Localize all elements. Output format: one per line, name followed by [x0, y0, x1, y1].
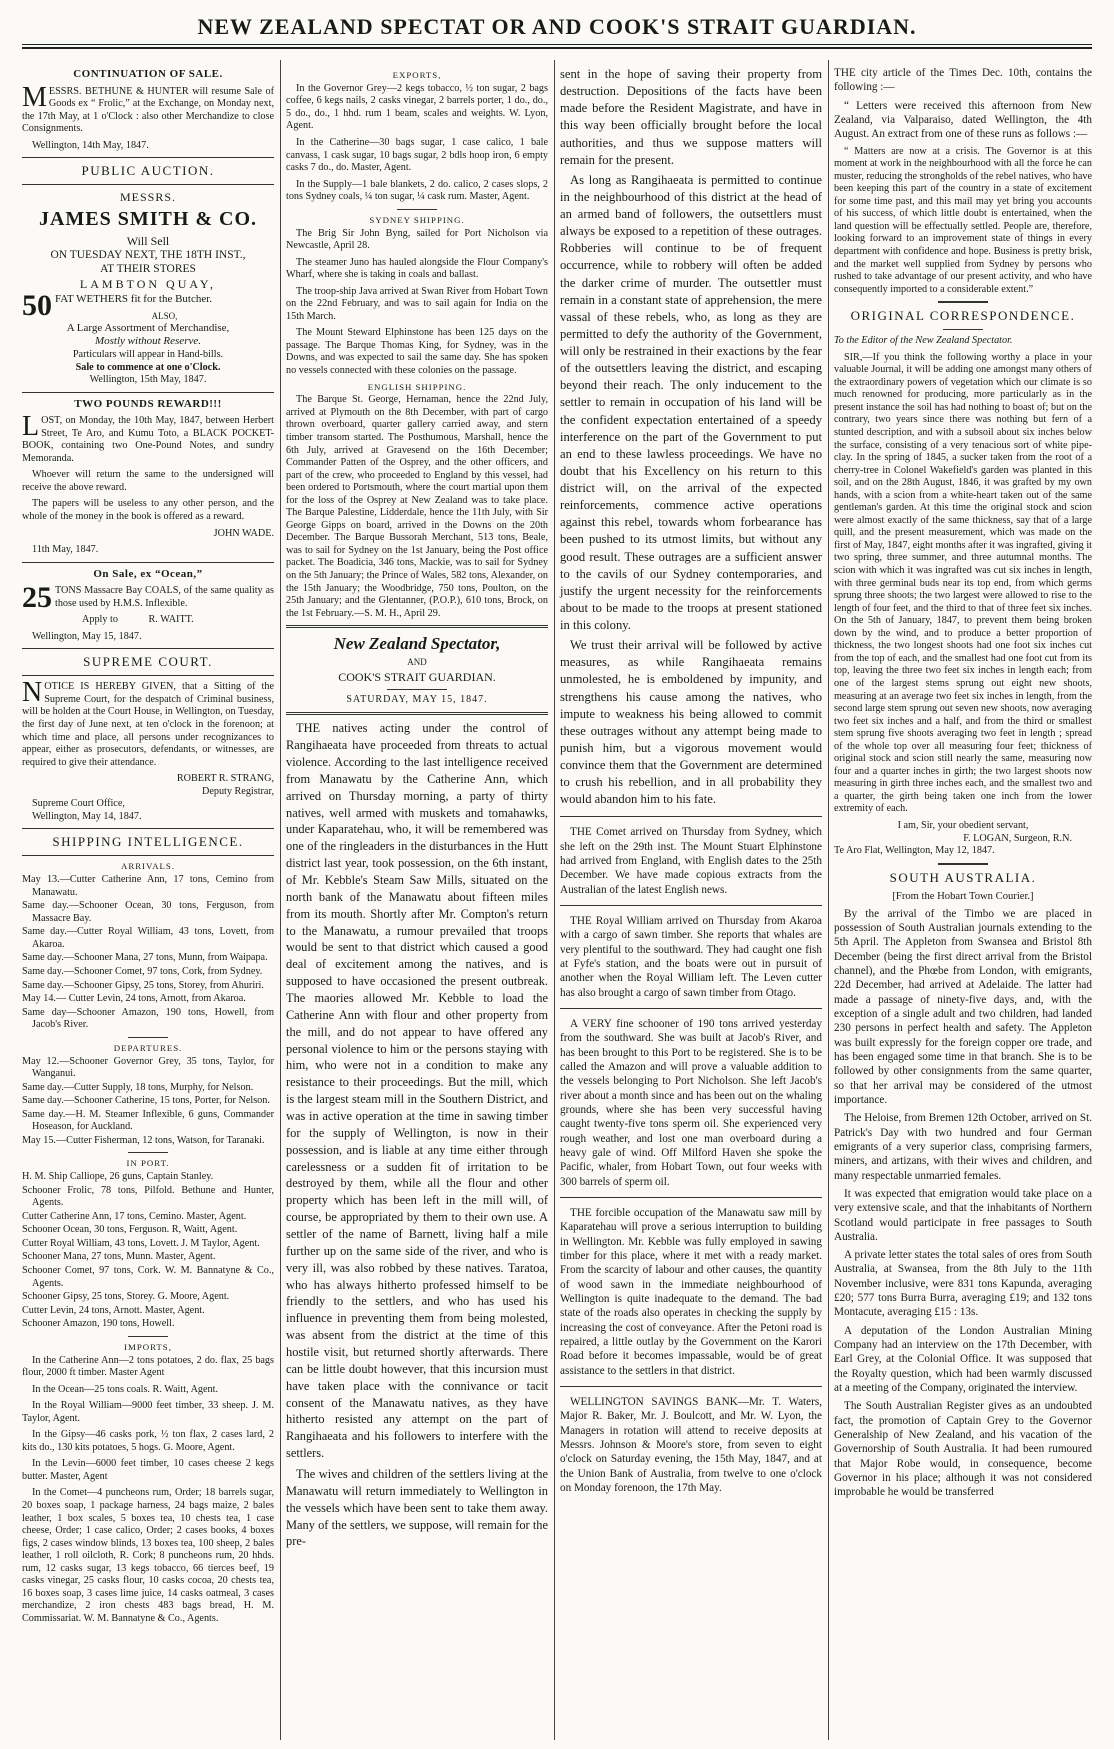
in-port-list [22, 1171, 274, 1331]
auction-quay: LAMBTON QUAY, [79, 276, 217, 291]
masthead-rule [22, 44, 1092, 45]
times-quote: “ Matters are now at a crisis. The Governor is at this moment at work in the neighbourhood with all the force he can muster, reducing the strongholds of the rebel natives, who have been keeping this part of the country in a state of excitement for some time past, and this mail may yet bring you accounts of his success, of which little doubt is entertained, when the land question will be effectually settled. People are, therefore, looking forward to an improvement state of things in every department with confidence and hope. Business is pretty brisk, and the market well supplied from Sydney by persons who rushed to take advantage of our present activity, and who have consequently imported to a considerable extent.” [834, 145, 1092, 295]
correspondence-close: I am, Sir, your obedient servant, [897, 819, 1029, 831]
editorial-paragraph: As long as Rangihaeata is permitted to continue in the neighbourhood of this district at the head of an armed band of followers, the outsettlers must always be exposed to a repetition of these outrages. Robberies will continue to be of frequent occurrence, while to robbery will often be added the darker crime of murder. The outsettler must remain in a constant state of apprehension, the mere vassal of these rebels, who, as long as they are permitted to defy the authority of the Government, will only be restrained in their exactions by the fear of the outsettlers leaving the district, and escaping beyond their reach. The only inducement to the settler to remain in occupation of his land will be the confident expectation entertained of a speedy interference on the part of the Government to put an end to these lawless proceedings. We have no doubt that his Excellency on his return to this district will, on the arrival of the expected reinforcements, commence active operations against this rebel, towards whom forbearance has been pushed to its utmost limits, but without any good result. These outrages are a sufficient answer to the cavils of our Sydney contemporaries, and justify the urgent necessity for the reinforcements about to be made to the troops at present stationed in this colony. [560, 172, 822, 632]
auction-assortment: A Large Assortment of Merchandise, [66, 321, 230, 334]
sydney-shipping-entry: The Brig Sir John Byng, sailed for Port Nicholson via Newcastle, April 28. [286, 227, 548, 252]
times-quote: “ Letters were received this afternoon from New Zealand, via Valparaiso, dated Wellington, the 4th August. An extract from one of these runs as follows :— [834, 99, 1092, 141]
court-office: Supreme Court Office, [32, 798, 125, 810]
dropcap: L [22, 411, 40, 443]
in-port-entry: Schooner Mana, 27 tons, Munn. Master, Agent. [22, 1251, 216, 1263]
import-entry: In the Catherine Ann—2 tons potatoes, 2 do. flax, 25 bags flour, 2000 ft timber. Master Agent [22, 1354, 274, 1379]
correspondence-place: Te Aro Flat, Wellington, May 12, 1847. [834, 845, 995, 857]
sawmill-news: THE forcible occupation of the Manawatu saw mill by Kaparatehau will prove a serious interruption to building in Wellington. Mr. Kebble was fully employed in sawing timber for this place, where it met with a ready market. From the scarcity of labour and other causes, the quantity of wood sawn in the immediate neighbourhood of Wellington is quite inadequate to the demand. The bad state of the roads also operates in checking the supply by increasing the cost of conveyance. After the Petoni road is repaired, a little outlay by the Government on the Karori Road before it becomes impassable, would be of great assistance to the settlers in that district. [560, 1206, 822, 1377]
in-port-entry: Schooner Frolic, 78 tons, Pilfold. Bethune and Hunter, Agents. [22, 1184, 274, 1209]
court-date: Wellington, May 14, 1847. [32, 810, 142, 822]
times-intro: THE city article of the Times Dec. 10th, contains the following :— [834, 67, 1092, 94]
auction-messrs: MESSRS. [119, 190, 177, 205]
south-australia-paragraph: It was expected that emigration would take place on a very extensive scale, and that the inhabitants of Northern Scotland would participate in free passages to South Australia. [834, 1187, 1092, 1243]
column-divider [828, 60, 829, 1740]
coals-number: 25 [22, 581, 52, 615]
correspondence-addressee: To the Editor of the New Zealand Spectator. [834, 335, 1013, 347]
sydney-shipping-heading: SYDNEY SHIPPING. [369, 214, 465, 225]
imports-heading: IMPORTS, [124, 1341, 172, 1352]
in-port-entry: Cutter Levin, 24 tons, Arnott. Master, Agent. [22, 1304, 205, 1316]
departure-entry: May 15.—Cutter Fisherman, 12 tons, Watson, for Taranaki. [22, 1134, 265, 1146]
arrival-entry: Same day.—Schooner Gipsy, 25 tons, Storey, from Ahuriri. [22, 979, 264, 991]
sydney-shipping-list [286, 228, 548, 378]
departure-entry: Same day.—H. M. Steamer Inflexible, 6 guns, Commander Hoseason, for Auckland. [22, 1108, 274, 1133]
dropcap: M [22, 81, 47, 113]
departure-entry: Same day.—Cutter Supply, 18 tons, Murphy, for Nelson. [22, 1081, 254, 1093]
court-notice: NOTICE IS HEREBY GIVEN, that a Sitting of the Supreme Court, for the despatch of Criminal business, will be holden at the Court House, in Wellington, on Tuesday, the first day of June next, at ten o'clock in the forenoon; at which time and place, all persons under recognizances to appear, either as prosecutors, defendants, or witnesses, are required to give their attendance. [22, 677, 274, 768]
dropcap: N [22, 677, 43, 709]
dateline: Wellington, 15th May, 1847. [89, 374, 207, 386]
in-port-entry: Cutter Catherine Ann, 17 tons, Cemino. Master, Agent. [22, 1210, 247, 1222]
court-heading: SUPREME COURT. [83, 654, 213, 670]
column-divider [280, 60, 281, 1740]
auction-firm: JAMES SMITH & CO. [38, 207, 258, 230]
exports-heading: EXPORTS, [392, 70, 442, 80]
departure-entry: Same day.—Schooner Catherine, 15 tons, Porter, for Nelson. [22, 1095, 270, 1107]
auction-day: ON TUESDAY NEXT, THE 18TH INST., [50, 249, 246, 262]
savings-bank-news: WELLINGTON SAVINGS BANK—Mr. T. Waters, Major R. Baker, Mr. J. Boulcott, and Mr. W. Lyon, the Managers in rotation will attend to receive deposits at Messrs. Johnson & Moore's store, from seven to eight o'clock on Saturday evening, the 15th May, 1847, and at the Union Bank of Australia, from twelve to one o'clock on Monday forenoon, the 17th May. [560, 1395, 822, 1494]
newspaper-subtitle: COOK'S STRAIT GUARDIAN. [338, 670, 496, 685]
comet-news: THE Comet arrived on Thursday from Sydney, which she left on the 29th inst. The Mount Stuart Elphinstone had arrived from England, with English dates to the 25th December. We have made copious extracts from the Australian of the latest English news. [560, 826, 822, 896]
shipping-heading: SHIPPING INTELLIGENCE. [52, 834, 244, 850]
column-3 [560, 66, 822, 1498]
arrivals-heading: ARRIVALS. [120, 861, 176, 872]
column-2 [286, 66, 548, 1554]
sydney-shipping-entry: The Mount Steward Elphinstone has been 125 days on the passage. The Barque Thomas King, for Sydney, was in the Downs, and was expected to sail the same day. She has spoken no vessels connected with these colonies on the passage. [286, 327, 548, 377]
in-port-entry: Schooner Comet, 97 tons, Cork. W. M. Bannatyne & Co., Agents. [22, 1264, 274, 1289]
import-entry: In the Levin—6000 feet timber, 10 cases cheese 2 kegs butter. Master, Agent [22, 1458, 274, 1482]
sydney-shipping-entry: The steamer Juno has hauled alongside the Flour Company's Wharf, where she is taking in coals and ballast. [286, 256, 548, 281]
reward-heading: TWO POUNDS REWARD!!! [74, 397, 222, 410]
auction-place: AT THEIR STORES [100, 263, 196, 276]
correspondence-signer: F. LOGAN, Surgeon, R.N. [963, 832, 1072, 844]
auction-also: ALSO, [151, 310, 178, 321]
continuation-heading: CONTINUATION OF SALE. [73, 68, 223, 80]
imports-list [22, 1355, 274, 1626]
editorial-paragraph: We trust their arrival will be followed by active measures, as while Rangihaeata remains unmolested, he is emboldened by impunity, and strengthens his cause among the natives, who impute to weakness his being allowed to commit these outrages without any attempt being made to punish him, but a vigorous movement would convince them that the Government are determined to crush his rebellion, and in all probability they would abandon him to his fate. [560, 638, 822, 807]
column-1 [22, 66, 274, 1629]
arrival-entry: Same day.—Cutter Royal William, 43 tons, Lovett, from Akaroa. [22, 926, 274, 950]
exports-list [286, 83, 548, 204]
masthead: NEW ZEALAND SPECTAT OR AND COOK'S STRAIT GUARDIAN. [197, 14, 917, 39]
auction-commence: Sale to commence at one o'Clock. [75, 361, 221, 373]
column-divider [554, 60, 555, 1740]
import-entry: In the Royal William—9000 feet timber, 33 sheep. J. M. Taylor, Agent. [22, 1400, 274, 1424]
import-entry: In the Gipsy—46 casks pork, ½ ton flax, 2 cases lard, 2 kits do., 130 kits potatoes, 5 hogs. G. Moore, Agent. [22, 1429, 274, 1453]
departures-heading: DEPARTURES. [113, 1042, 183, 1053]
masthead-rule-thick [22, 47, 1092, 49]
reward-notice: LOST, on Monday, the 10th May, 1847, between Herbert Street, Te Aro, and Kumu Toto, a BLACK POCKET-BOOK, containing two One-Pound Notes, and sundry Memoranda. [22, 411, 274, 464]
import-entry: In the Comet—4 puncheons rum, Order; 18 barrels sugar, 20 boxes soap, 1 package harness, 24 bags maize, 2 bales leather, 1 box scales, 5 boxes tea, 10 chests tea, 1 case cheese, Order; 1 case calico, Order; 2 cases books, 4 boxes figs, 2 cases window blinds, 13 boxes tea, 100 sheep, 2 bales leather, 1 roll oilcloth, R. Cork; 8 puncheons rum, 20 hhds. rum, 12 casks sugar, 13 kegs tobacco, 66 tierces beef, 19 casks vinegar, 25 casks flour, 10 casks cocoa, 20 chests tea, 16 boxes soap, 3 cases lime juice, 14 casks oatmeal, 3 cases merchandize, 2 iron chests 483 bags bread, H. M. Commissariat. W. M. Bannatyne & Co., Agents. [22, 1487, 274, 1624]
departure-entry: May 12.—Schooner Governor Grey, 35 tons, Taylor, for Wanganui. [22, 1055, 274, 1080]
newspaper-title: New Zealand Spectator, [333, 634, 501, 654]
reward-signer: JOHN WADE. [213, 527, 274, 539]
court-signer: ROBERT R. STRANG, [176, 773, 274, 785]
arrival-entry: May 13.—Cutter Catherine Ann, 17 tons, Cemino from Manawatu. [22, 874, 274, 898]
correspondence-heading: ORIGINAL CORRESPONDENCE. [850, 308, 1076, 324]
south-australia-paragraph: A private letter states the total sales of ores from South Australia, at Swansea, from the 8th July to the 11th November inclusive, were 831 tons Kapunda, averaging £20; 577 tons Burra Burra, averaging £19; and 132 tons Montacute, averaging £15 : 13s. [834, 1249, 1092, 1319]
auction-will-sell: Will Sell [126, 233, 170, 248]
in-port-entry: Cutter Royal William, 43 tons, Lovett. J. M Taylor, Agent. [22, 1237, 260, 1249]
reward-date: 11th May, 1847. [32, 544, 99, 556]
auction-heading: PUBLIC AUCTION. [81, 163, 215, 179]
departures-list [22, 1056, 274, 1148]
in-port-entry: Schooner Gipsy, 25 tons, Storey. G. Moore, Agent. [22, 1291, 230, 1303]
english-shipping-text: The Barque St. George, Hernaman, hence the 22nd July, arrived at Plymouth on the 8th December, with part of cargo thrown overboard, quarter gallery carried away, and stern timber transom started. The Posthumous, Marshall, hence the 6th July, arrived at Gravesend on the 16th December; Commander Patten of the Osprey, and the other officers, and part of the crew, who proceeded to England by this vessel, had been ordered to Portsmouth, where the court martial upon them for the loss of the Osprey at New Zealand was to take place. The Barque Palestine, Lidderdale, hence the 11th July, with Sir George Gipps on board, arrived in the Downs on the 20th December. The Barque Bussorah Merchant, 513 tons, Beale, was to sail for Sydney on the 1st January, being the Post office packet. The Boadicia, 346 tons, Mackie, was to sail for Sydney on the 5th January; the Prince of Wales, 582 tons, Alexander, on the 15th January; the Woodbridge, 750 tons, Poulton, on the 25th January; and the Glentanner, (P.O.P.), 610 tons, Brock, on the 1st February.—S. M. H., April 29. [286, 394, 548, 619]
in-port-entry: Schooner Amazon, 190 tons, Howell. [22, 1318, 175, 1330]
dateline: Wellington, May 15, 1847. [32, 630, 142, 642]
continuation-notice: MESSRS. BETHUNE & HUNTER will resume Sale of Goods ex “ Frolic,” at the Exchange, on Monday next, the 17th May, at 1 o'Clock : also other Merchandize to close Consignments. [22, 81, 274, 135]
reward-paragraph: The papers will be useless to any other person, and the whole of the money in the book is offered as a reward. [22, 498, 274, 522]
export-entry: In the Governor Grey—2 kegs tobacco, ½ ton sugar, 2 bags coffee, 6 kegs nails, 2 casks vinegar, 2 barrels porter, 1 do., do., 5 do., do., 1 hhd. rum 1 beam, scales and weights. W. Lyon, Agent. [286, 82, 548, 132]
schooner-news: A VERY fine schooner of 190 tons arrived yesterday from the southward. She was built at Jacob's River, and has been brought to this Port to be registered. She is to be called the Amazon and will prove a valuable addition to the vessels belonging to Port Nicholson. She left Jacob's river about a month since and has been out on the whaling grounds, where she has been very successful having caught twenty-five tons sperm oil. She experienced very rough weather, and lost one man overboard during a heavy gale of wind. Off Milford Haven she spoke the Pacific, whaler, from Hobart Town, out four weeks with 300 barrels of sperm oil. [560, 1017, 822, 1188]
editorial [286, 720, 548, 1550]
auction-lot: 50 FAT WETHERS fit for the Butcher. [22, 289, 213, 323]
column-4 [834, 66, 1092, 1504]
in-port-heading: IN PORT. [126, 1158, 170, 1169]
editorial-paragraph: THE natives acting under the control of Rangihaeata have proceeded from threats to actual violence. According to the last intelligence received from Manawatu by the Catherine Ann, which arrived on Thursday morning, a party of thirty natives, well armed with muskets and tomahawks, under Kaparatehau, who, it will be remembered was one of the ringleaders in the disturbances in the Hutt district last year, took possession, on the 6th instant, of Mr. Kebble's Steam Saw Mills, situated on the north bank of the Manawatu about fifteen miles from its mouth. Shortly after Mr. Compton's return to the Manawatu, a rumour prevailed that troops would be sent to that district which caused a good deal of excitement among the natives, and is supposed to have occasioned the present outbreak. The maories allowed Mr. Kebble to load the Catherine Ann with flour and other property from the mill, and do not appear to have offered any personal violence to him or the persons staying with him, who were not in a condition to make any resistance to their proceedings. But the mill, which is the largest steam mill in the Southern District, and was in active operation at the time in sawing timber for the supply of Wellington, is now in their possession, and is liable at any time either through carelessness or a sudden fit of irritation to be destroyed by them, while all the flour and other property which has been left in the mill will, of course, be appropriated by them to their own use. A settler of the name of Barnett, living half a mile further up on the same side of the river, and who is very ill, was also robbed by these natives. Taratoa, who has always hitherto professed himself to be friendly to the settlers, and who has used his influence in preventing them from being molested, was absent from the district at the time of this hostile visit, but returned shortly afterwards. There can be little doubt however, that this incursion must have taken place with the connivance or tacit consent of the Manawatu natives, as they have hitherto resisted any attempt on the part of Rangihaeata and his followers to interfere with the settlers. [286, 721, 548, 1461]
dateline: Wellington, 14th May, 1847. [32, 139, 149, 151]
court-role: Deputy Registrar, [201, 785, 274, 797]
editorial-paragraph: The wives and children of the settlers living at the Manawatu will return immediately to Wellington in the vessels which have been sent to take them away. Many of the settlers, we suppose, will remain for the pre- [286, 1467, 548, 1549]
coals-apply: Apply to R. WAITT. [82, 614, 194, 626]
south-australia-paragraph: By the arrival of the Timbo we are placed in possession of South Australian journals extending to the 5th April. The Appleton from Swansea and Bristol 8th December (being the first direct arrival from the Bristol channel), and the Phœbe from London, with emigrants, 22d December, had arrived at Adelaide. The latter had made a passage of ninety-five days, and, with the exception of a single adult and two children, had landed 230 persons in perfect health and safety. The Appleton was built expressly for the foreign copper ore trade, and has been engaged some time in that branch. She is to be followed by other consignments from the same quarter, so that her arrival may be considered of the utmost importance. [834, 907, 1092, 1106]
royal-william-news: THE Royal William arrived on Thursday from Akaroa with a cargo of sawn timber. She reports that whales are very plentiful to the southward. They had caught one fish at Fyfe's station, and the boats were out in pursuit of another when the Royal William left. The Leven cutter has also brought a cargo of sawn timber from Otago. [560, 915, 822, 999]
auction-particulars: Particulars will appear in Hand-bills. [72, 349, 224, 360]
south-australia-paragraph: A deputation of the London Australian Mining Company had an interview on the 17th December, with Earl Grey, at the Colonial Office. It was supposed that the Royalty question, which had been warmly discussed at a meeting of the Company, originated the interview. [834, 1324, 1092, 1395]
newspaper-date: SATURDAY, MAY 15, 1847. [346, 693, 488, 705]
arrival-entry: Same day.—Schooner Mana, 27 tons, Munn, from Waipapa. [22, 952, 268, 964]
export-entry: In the Supply—1 bale blankets, 2 do. calico, 2 cases slops, 2 tons Sydney coals, ¼ ton sugar, ¼ cask rum. Master, Agent. [286, 178, 548, 203]
import-entry: In the Ocean—25 tons coals. R. Waitt, Agent. [32, 1383, 219, 1395]
sydney-shipping-entry: The troop-ship Java arrived at Swan River from Hobart Town on the 22nd February, and was to sail again for India on the 15th March. [286, 285, 548, 322]
arrival-entry: May 14.— Cutter Levin, 24 tons, Arnott, from Akaroa. [22, 993, 246, 1005]
south-australia-paragraph: The Heloise, from Bremen 12th October, arrived on St. Patrick's Day with two hundred and four German emigrants of a very superior class, comprising farmers, miners, and artizans, with their wives and children, and many respectable unmarried females. [834, 1112, 1092, 1182]
editorial-continued: sent in the hope of saving their property from destruction. Depositions of the facts have been made before the Resident Magistrate, and have in this way been officially brought before the local authorities, and thus we suppose matters will remain for the present. [560, 67, 822, 167]
export-entry: In the Catherine—30 bags sugar, 1 case calico, 1 bale canvass, 1 cask sugar, 10 bags sugar, 2 bdls hoop iron, 6 empty casks 7 do., do. Master, Agent. [286, 137, 548, 174]
newspaper-and: AND [407, 657, 427, 668]
reward-paragraph: Whoever will return the same to the undersigned will receive the above reward. [22, 469, 274, 493]
south-australia-heading: SOUTH AUSTRALIA. [889, 869, 1037, 885]
auction-reserve: Mostly without Reserve. [94, 335, 201, 348]
english-shipping-heading: ENGLISH SHIPPING. [367, 381, 467, 392]
in-port-entry: H. M. Ship Calliope, 26 guns, Captain Stanley. [22, 1171, 214, 1183]
arrivals-list [22, 874, 274, 1032]
coals-notice: 25 TONS Massacre Bay COALS, of the same quality as those used by H.M.S. Inflexible. [22, 581, 274, 615]
lot-number: 50 [22, 289, 52, 323]
coals-heading: On Sale, ex “Ocean,” [93, 567, 203, 580]
arrival-entry: Same day.—Schooner Comet, 97 tons, Cork, from Sydney. [22, 965, 263, 977]
south-australia-source: [From the Hobart Town Courier.] [892, 890, 1034, 902]
arrival-entry: Same day—Schooner Amazon, 190 tons, Howell, from Jacob's River. [22, 1006, 274, 1031]
in-port-entry: Schooner Ocean, 30 tons, Ferguson. R, Waitt, Agent. [22, 1224, 238, 1236]
correspondence-letter: SIR,—If you think the following worthy a place in your valuable Journal, it will be adding one amongst many others of the extraordinary powers of vegetation which our climate is so much renowned for producing, more particularly as in the present instance the soil has had nothing to boast of; but on the contrary, two years since there was nothing but fern of a stunted description, and with a subsoil about six inches below the surface, consisting of a very tenacious sort of white pipe-clay. In the spring of 1845, a sucker taken from the root of a cherry-tree in Colonel Wakefield's garden was planted in this soil, and on the 28th August, 1846, it was grafted by my own hands, with a scion from a white-heart taken out of the same gentleman's garden. At this time the original stock and scion were almost exactly of the same thickness, say that of a large quill, and the present measurement, which was made on the first of May, 1847, eight months after it was ingrafted, giving it two spring, three summer, and three autumnal months. The scion with which it was ingrafted was cut six inches in length, with three germinal buds near its top end, from which germs sprung three shoots; the two largest were allowed to rise to the length of four feet, and the third to that of three feet six inches. On the 5th of January, 1847, to prevent them being broken down by the wind, and to produce a better proportion of thickness, the two longest shoots had one foot six inches cut from the top of each, and the smallest had one foot cut from its top, leaving the three two feet six inches in length each; from one of the largest stems sprung out eight new shoots, measuring at an average two feet six inches in length, from the second large stem sprung out seven new shoots, now averaging two feet six inches and a half, and from the third or smallest stem sprung five shoots averaging two feet in length ; spread of the whole top over all measuring four feet; thickness of original stock and scion still nearly the same, measuring now four and a quarter inches in girth; the two largest shoots now measuring in girth three inches each, and the smallest two and a quarter, the girth being taken one inch from the lower extremity of each. [834, 351, 1092, 815]
south-australia-paragraph: The South Australian Register gives as an undoubted fact, the promotion of Captain Grey to the Governor Generalship of New Zealand, and his vacation of the Governorship of South Australia. It had been rumoured that Major Robe would, in consequence, become Governor in his place; although it was not considered improbable he would be transferred [834, 1400, 1092, 1499]
arrival-entry: Same day.—Schooner Ocean, 30 tons, Ferguson, from Massacre Bay. [22, 900, 274, 924]
